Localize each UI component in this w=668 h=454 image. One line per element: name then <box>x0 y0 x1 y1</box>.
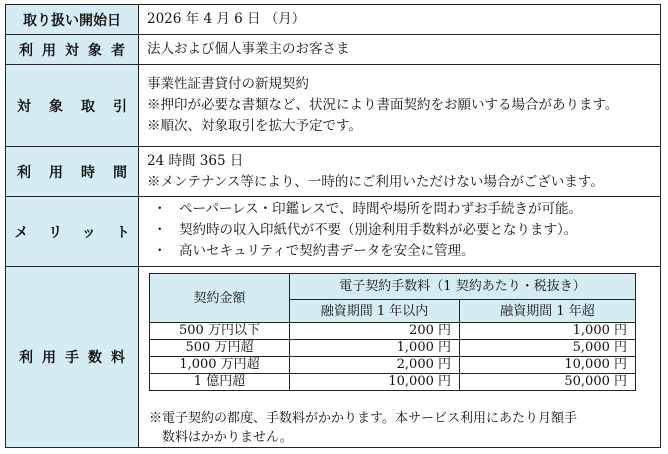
start-date-value: 2026 年 4 月 6 日 （月） <box>147 11 306 27</box>
cell-scope <box>139 65 660 146</box>
scope-note: ※押印が必要な書類など、状況により書面契約をお願いする場合があります。 <box>147 97 619 113</box>
merit-item <box>153 220 660 241</box>
table-row <box>150 374 636 391</box>
table-row <box>150 357 636 374</box>
label-fee: 利用手数料 <box>6 267 139 447</box>
fee-short: 1,000 円 <box>290 340 460 357</box>
merit-item <box>153 199 660 220</box>
fee-note-line: ※電子契約の都度、手数料がかかります。本サービス利用にあたり月額手 <box>149 411 577 426</box>
table-row <box>150 340 636 357</box>
row-hours <box>6 147 660 197</box>
hours-value: 24 時間 365 日 <box>147 153 244 169</box>
fee-long: 10,000 円 <box>460 357 636 374</box>
label-scope: 対象取引 <box>6 65 139 146</box>
fee-col-short-header: 融資期間 1 年以内 <box>290 300 460 323</box>
merit-text: 高いセキュリティで契約書データを安全に管理。 <box>179 243 475 259</box>
label-merit: メリット <box>6 197 139 266</box>
row-target-users <box>6 35 660 65</box>
fee-amount-header: 契約金額 <box>150 274 290 323</box>
merit-text: ペーパーレス・印鑑レスで、時間や場所を問わずお手続きが可能。 <box>179 201 582 217</box>
fee-amount: 500 万円以下 <box>150 323 290 340</box>
cell-merit <box>139 197 660 266</box>
fee-amount: 1,000 万円超 <box>150 357 290 374</box>
fee-table <box>149 273 636 391</box>
fee-long: 1,000 円 <box>460 323 636 340</box>
fee-amount: 1 億円超 <box>150 374 290 391</box>
fee-note <box>149 409 649 447</box>
bullet-icon: ・ <box>153 243 167 259</box>
target-users-value: 法人および個人事業主のお客さま <box>147 41 350 57</box>
row-fee <box>6 267 660 447</box>
merit-item <box>153 241 660 262</box>
fee-long: 5,000 円 <box>460 340 636 357</box>
cell-start-date <box>139 5 660 34</box>
fee-amount: 500 万円超 <box>150 340 290 357</box>
scope-line: 事業性証書貸付の新規契約 <box>147 76 309 92</box>
cell-target-users <box>139 35 660 64</box>
label-hours: 利用時間 <box>6 147 139 196</box>
fee-note-line: 数料はかかりません。 <box>149 430 293 445</box>
fee-short: 200 円 <box>290 323 460 340</box>
row-merit <box>6 197 660 267</box>
table-row <box>150 323 636 340</box>
merit-text: 契約時の収入印紙代が不要（別途利用手数料が必要となります）。 <box>179 222 578 238</box>
row-start-date <box>6 5 660 35</box>
row-scope <box>6 65 660 147</box>
cell-hours <box>139 147 660 196</box>
bullet-icon: ・ <box>153 222 167 238</box>
scope-note: ※順次、対象取引を拡大予定です。 <box>147 118 362 134</box>
service-overview-table <box>5 4 661 448</box>
fee-short: 10,000 円 <box>290 374 460 391</box>
fee-col-long-header: 融資期間 1 年超 <box>460 300 636 323</box>
fee-short: 2,000 円 <box>290 357 460 374</box>
label-start-date: 取り扱い開始日 <box>6 5 139 34</box>
bullet-icon: ・ <box>153 201 167 217</box>
cell-fee <box>139 267 660 447</box>
fee-group-header: 電子契約手数料（1 契約あたり・税抜き） <box>290 274 636 300</box>
hours-note: ※メンテナンス等により、一時的にご利用いただけない場合がございます。 <box>147 174 604 190</box>
fee-long: 50,000 円 <box>460 374 636 391</box>
label-target-users: 利用対象者 <box>6 35 139 64</box>
